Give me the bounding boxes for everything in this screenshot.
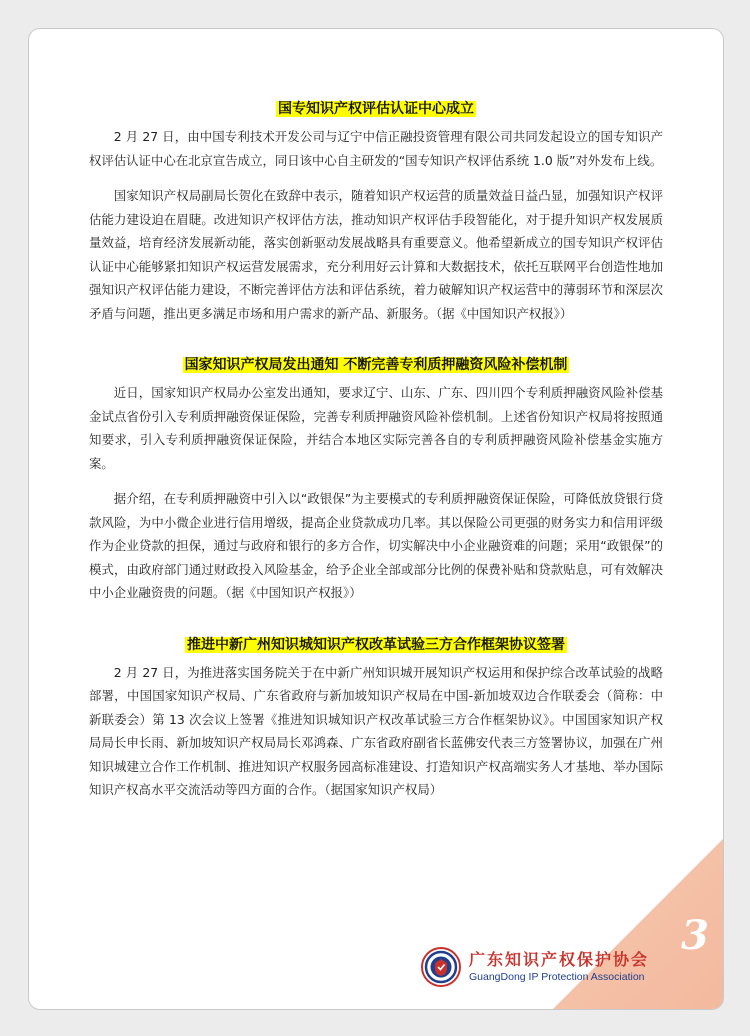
article-title-text: 国家知识产权局发出通知 不断完善专利质押融资风险补偿机制 xyxy=(184,357,568,373)
article-paragraph: 据介绍，在专利质押融资中引入以“政银保”为主要模式的专利质押融资保证保险，可降低放贷银行贷款风险，为中小微企业进行信用增级，提高企业贷款成功几率。其以保险公司更强的财务实力和信用评级作为企业贷款的担保，通过与政府和银行的多方合作，切实解决中小企业融资难的问题；采用“政银保”的模式，由政府部门通过财政投入风险基金，给予企业全部或部分比例的保费补贴和贷款贴息，可有效解决中小企业融资贵的问题。（据《中国知识产权报》） xyxy=(89,491,663,600)
article-paragraph: 国家知识产权局副局长贺化在致辞中表示，随着知识产权运营的质量效益日益凸显，加强知识产权评估能力建设迫在眉睫。改进知识产权评估方法，推动知识产权评估手段智能化，对于提升知识产权发展质量效益，培育经济发展新动能，落实创新驱动发展战略具有重要意义。他希望新成立的国专知识产权评估认证中心能够紧扣知识产权运营发展需求，充分利用好云计算和大数据技术，依托互联网平台创造性地加强知识产权评估能力建设，不断完善评估方法和评估系统，着力破解知识产权运营中的薄弱环节和深层次矛盾与问题，推出更多满足市场和用户需求的新产品、新服务。（据《中国知识产权报》） xyxy=(89,188,663,321)
article-title xyxy=(89,635,663,655)
page-content xyxy=(89,99,663,832)
association-emblem-icon xyxy=(421,947,461,987)
article-paragraph: 2 月 27 日，为推进落实国务院关于在中新广州知识城开展知识产权运用和保护综合改革试验的战略部署，中国国家知识产权局、广东省政府与新加坡知识产权局在中国-新加坡双边合作联委会（简称：中新联委会）第 13 次会议上签署《推进知识城知识产权改革试验三方合作框架协议》。中国国家知识产权局局长申长雨、新加坡知识产权局局长邓鸿森、广东省政府副省长蓝佛安代表三方签署协议，加强在广州知识城建立合作工作机制、推进知识产权服务园高标准建设、打造知识产权高端实务人才基地、举办国际知识产权高水平交流活动等四方面的合作。（据国家知识产权局） xyxy=(89,664,663,797)
document-page xyxy=(28,28,724,1010)
article-title-text: 推进中新广州知识城知识产权改革试验三方合作框架协议签署 xyxy=(187,636,565,653)
article-2 xyxy=(89,355,663,605)
association-name-cn: 广东知识产权保护协会 xyxy=(469,950,650,969)
article-title xyxy=(89,99,663,119)
article-paragraph: 2 月 27 日，由中国专利技术开发公司与辽宁中信正融投资管理有限公司共同发起设立的国专知识产权评估认证中心在北京宣告成立，同日该中心自主研发的“国专知识产权评估系统 1.0 版”对外发布上线。 xyxy=(89,129,663,168)
article-paragraph: 近日，国家知识产权局办公室发出通知，要求辽宁、山东、广东、四川四个专利质押融资风险补偿基金试点省份引入专利质押融资保证保险，完善专利质押融资风险补偿机制。上述省份知识产权局将按照通知要求，引入专利质押融资保证保险，并结合本地区实际完善各自的专利质押融资风险补偿基金实施方案。 xyxy=(89,385,663,471)
article-3 xyxy=(89,635,663,802)
page-number: 3 xyxy=(681,912,709,959)
article-title xyxy=(89,355,663,375)
association-logo xyxy=(421,947,649,987)
article-title-text: 国专知识产权评估认证中心成立 xyxy=(278,101,474,117)
article-1 xyxy=(89,99,663,325)
association-name-en: GuangDong IP Protection Association xyxy=(469,971,645,983)
association-name xyxy=(469,950,649,984)
